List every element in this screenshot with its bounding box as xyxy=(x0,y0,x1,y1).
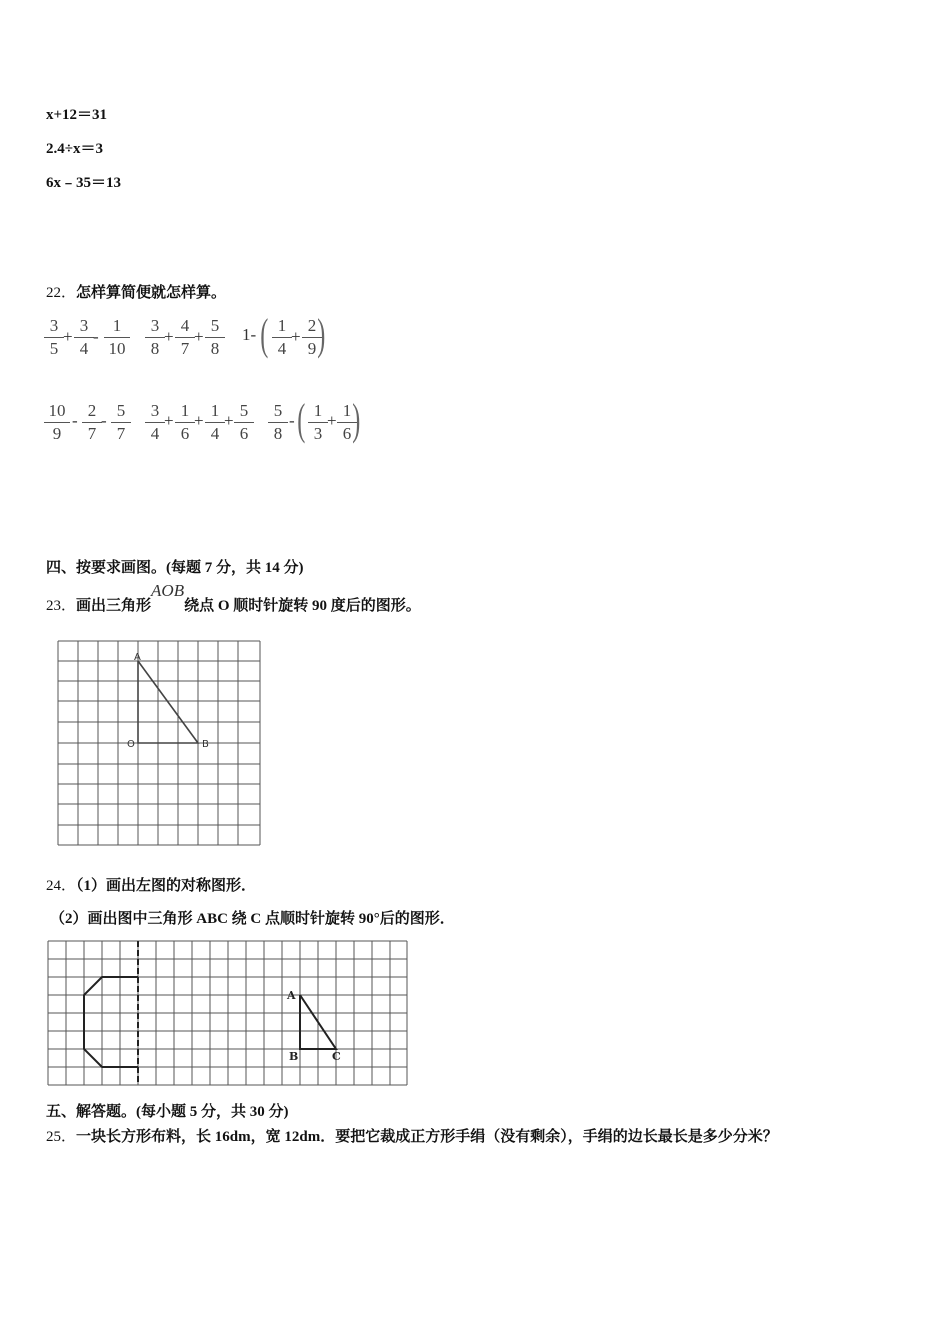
operator: + xyxy=(63,327,73,346)
question-prefix: 画出三角形 xyxy=(76,598,152,614)
question-25-text xyxy=(46,1125,778,1146)
section-5-title: 五、解答题。(每小题 5 分，共 30 分) xyxy=(46,1104,289,1120)
vertex-a-label: A xyxy=(134,652,141,663)
fraction: 5 8 xyxy=(203,316,227,359)
equation-2: 2.4÷x＝3 xyxy=(46,141,103,157)
operator: + xyxy=(327,411,337,430)
operator: - xyxy=(72,411,78,430)
fraction: 1 3 xyxy=(306,401,330,444)
question-number: 22． xyxy=(46,285,77,301)
symmetry-grid xyxy=(47,940,409,1087)
vertex-a-label: A xyxy=(287,989,296,1002)
half-shape xyxy=(84,977,138,1067)
fraction: 5 6 xyxy=(232,401,256,444)
question-23-text xyxy=(46,581,421,615)
rotation-grid xyxy=(57,640,262,848)
question-title: 怎样算简便就怎样算。 xyxy=(76,285,227,301)
right-paren-icon: ) xyxy=(317,310,326,359)
part1-text: （1）画出左图的对称图形． xyxy=(76,878,257,894)
right-paren-icon: ) xyxy=(352,395,361,444)
equation-1: x+12＝31 xyxy=(46,107,108,123)
vertex-b-label: B xyxy=(289,1050,299,1063)
left-paren-icon: ( xyxy=(260,310,269,359)
operator: - xyxy=(289,411,295,430)
fraction: 5 7 xyxy=(109,401,133,444)
operator: + xyxy=(194,411,204,430)
fraction: 1 6 xyxy=(335,401,359,444)
question-number: 23． xyxy=(46,598,77,614)
fraction: 2 9 xyxy=(300,316,324,359)
operator: + xyxy=(164,411,174,430)
equation-3: 6x﹣35＝13 xyxy=(46,175,122,191)
question-24-part1 xyxy=(46,874,256,895)
vertex-c-label: C xyxy=(332,1050,341,1063)
triangle-aob xyxy=(138,661,198,743)
grid-lines xyxy=(48,941,407,1085)
fraction: 1 6 xyxy=(173,401,197,444)
question-24-part2: （2）画出图中三角形 ABC 绕 C 点顺时针旋转 90°后的图形． xyxy=(50,911,455,927)
operator: - xyxy=(101,411,107,430)
question-number: 24． xyxy=(46,878,77,894)
fraction: 3 4 xyxy=(72,316,96,359)
fraction: 3 8 xyxy=(143,316,167,359)
fraction: 5 8 xyxy=(266,401,290,444)
question-body: 一块长方形布料，长 16dm，宽 12dm．要把它裁成正方形手绢（没有剩余），手绢的边长最长是多少分米？ xyxy=(76,1129,778,1145)
operator: + xyxy=(164,327,174,346)
triangle-symbol: AOB xyxy=(151,581,185,600)
operator: - xyxy=(93,327,99,346)
left-paren-icon: ( xyxy=(297,395,306,444)
fraction: 1 4 xyxy=(203,401,227,444)
operator: 1- xyxy=(242,325,257,344)
fraction: 10 9 xyxy=(42,401,72,444)
question-number: 25． xyxy=(46,1129,77,1145)
section-4-title: 四、按要求画图。(每题 7 分，共 14 分) xyxy=(46,560,304,576)
vertex-o-label: O xyxy=(127,739,135,750)
fraction: 1 4 xyxy=(270,316,294,359)
fraction: 4 7 xyxy=(173,316,197,359)
operator: + xyxy=(194,327,204,346)
fraction: 2 7 xyxy=(80,401,104,444)
question-suffix: 绕点 O 顺时针旋转 90 度后的图形。 xyxy=(184,598,421,614)
fraction: 1 10 xyxy=(102,316,132,359)
operator: + xyxy=(224,411,234,430)
fraction: 3 4 xyxy=(143,401,167,444)
question-22-heading xyxy=(46,281,226,302)
fraction: 3 5 xyxy=(42,316,66,359)
operator: + xyxy=(291,327,301,346)
vertex-b-label: B xyxy=(202,739,209,750)
